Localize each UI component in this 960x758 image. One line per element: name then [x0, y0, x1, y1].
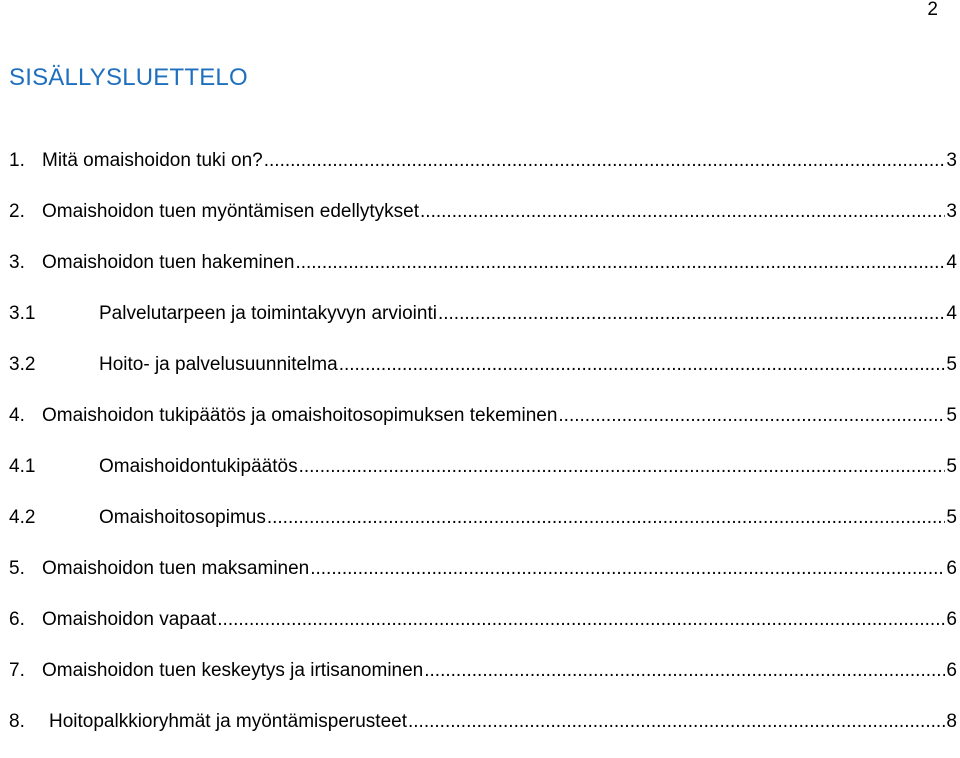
toc-entry-page: 3: [946, 150, 957, 171]
toc-entry-number: 3.: [9, 252, 25, 273]
dot-leader: [310, 554, 945, 584]
toc-entry-number: 6.: [9, 609, 25, 630]
toc-entry-title: Omaishoidon tukipäätös ja omaishoitosopimuksen tekeminen: [42, 405, 558, 426]
toc-entry[interactable]: [9, 299, 957, 350]
toc-entry-number: 3.1: [9, 303, 36, 324]
toc-entry-page: 3: [946, 201, 957, 222]
page-number: 2: [927, 0, 938, 20]
dot-leader: [339, 350, 946, 380]
toc-entry-number: 8.: [9, 711, 25, 732]
toc-entry-title: Omaishoidon tuen hakeminen: [42, 252, 295, 273]
toc-entry-title: Omaishoidontukipäätös: [99, 456, 298, 477]
table-of-contents: [9, 146, 957, 758]
toc-entry-page: 6: [946, 660, 957, 681]
toc-entry-title: Mitä omaishoidon tuki on?: [42, 150, 263, 171]
toc-entry-title: Omaishoidon tuen maksaminen: [42, 558, 310, 579]
toc-entry[interactable]: [9, 554, 957, 605]
toc-entry-number: 4.: [9, 405, 25, 426]
toc-entry-number: 5.: [9, 558, 25, 579]
dot-leader: [558, 401, 945, 431]
toc-entry-number: 2.: [9, 201, 25, 222]
toc-entry-page: 4: [946, 252, 957, 273]
toc-entry-page: 5: [946, 507, 957, 528]
toc-entry[interactable]: [9, 248, 957, 299]
dot-leader: [420, 197, 945, 227]
toc-heading: SISÄLLYSLUETTELO: [9, 64, 248, 91]
dot-leader: [264, 146, 946, 176]
dot-leader: [267, 503, 946, 533]
dot-leader: [424, 656, 945, 686]
dot-leader: [408, 707, 945, 737]
toc-entry[interactable]: [9, 707, 957, 758]
toc-entry-page: 5: [946, 405, 957, 426]
toc-entry[interactable]: [9, 401, 957, 452]
dot-leader: [438, 299, 945, 329]
toc-entry-page: 8: [946, 711, 957, 732]
toc-entry[interactable]: [9, 503, 957, 554]
toc-entry-page: 6: [946, 609, 957, 630]
toc-entry[interactable]: [9, 350, 957, 401]
dot-leader: [217, 605, 945, 635]
toc-entry[interactable]: [9, 656, 957, 707]
toc-entry-number: 1.: [9, 150, 25, 171]
toc-entry[interactable]: [9, 146, 957, 197]
dot-leader: [295, 248, 945, 278]
toc-entry-number: 4.2: [9, 507, 36, 528]
toc-entry-number: 3.2: [9, 354, 36, 375]
toc-entry[interactable]: [9, 197, 957, 248]
toc-entry-title: Hoito- ja palvelusuunnitelma: [99, 354, 338, 375]
toc-entry-number: 7.: [9, 660, 25, 681]
toc-entry-title: Omaishoitosopimus: [99, 507, 266, 528]
toc-entry-page: 6: [946, 558, 957, 579]
toc-entry-page: 4: [946, 303, 957, 324]
toc-entry-title: Omaishoidon tuen keskeytys ja irtisanominen: [42, 660, 424, 681]
toc-entry-title: Omaishoidon vapaat: [42, 609, 217, 630]
toc-entry-title: Omaishoidon tuen myöntämisen edellytykset: [42, 201, 420, 222]
toc-entry[interactable]: [9, 605, 957, 656]
toc-entry-title: Palvelutarpeen ja toimintakyvyn arviointi: [99, 303, 437, 324]
dot-leader: [299, 452, 946, 482]
toc-entry[interactable]: [9, 452, 957, 503]
toc-entry-number: 4.1: [9, 456, 36, 477]
toc-entry-page: 5: [946, 354, 957, 375]
toc-entry-title: Hoitopalkkioryhmät ja myöntämisperusteet: [49, 711, 407, 732]
toc-entry-page: 5: [946, 456, 957, 477]
